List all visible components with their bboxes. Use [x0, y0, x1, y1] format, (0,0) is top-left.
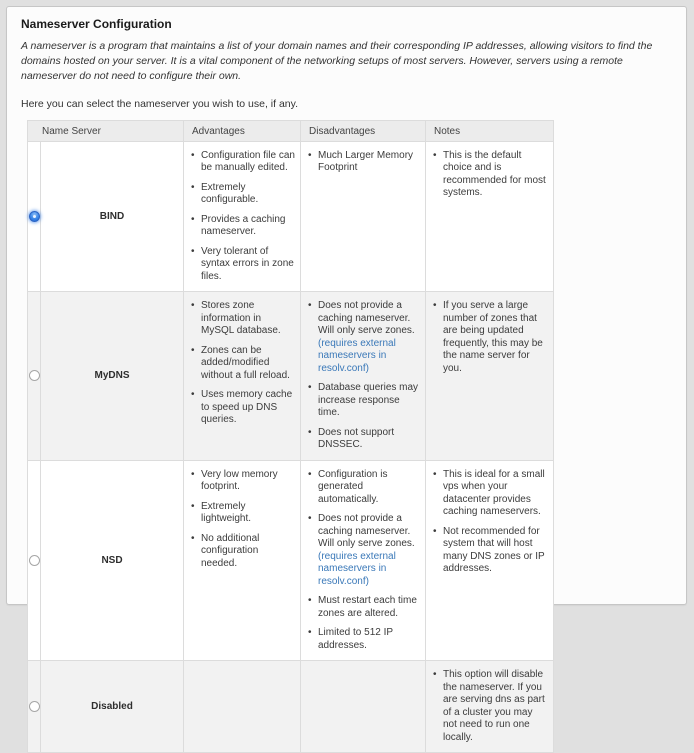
nsd-notes-cell: [426, 460, 554, 661]
mydns-disadvantages-cell: [301, 292, 426, 461]
column-header-name-server: Name Server: [28, 120, 184, 141]
table-header-row: [28, 120, 554, 141]
disadvantage-item: • Limited to 512 IP addresses.: [307, 627, 421, 652]
advantage-item: • Extremely lightweight.: [190, 501, 296, 526]
note-item: • This is ideal for a small vps when your datacenter provides caching nameservers.: [432, 469, 549, 519]
mydns-advantages-cell: [184, 292, 301, 461]
advantage-item: • Very tolerant of syntax errors in zone files.: [190, 246, 296, 284]
nsd-radio[interactable]: [29, 555, 40, 566]
disadvantage-item: • Does not support DNSSEC.: [307, 427, 421, 452]
advantage-item: • Stores zone information in MySQL database.: [190, 300, 296, 338]
radio-cell: [28, 141, 41, 292]
disabled-advantages-cell: [184, 661, 301, 753]
bind-radio[interactable]: [29, 211, 40, 222]
column-header-disadvantages: Disadvantages: [301, 120, 426, 141]
advantage-item: • Extremely configurable.: [190, 182, 296, 207]
nameserver-name-bind: BIND: [41, 141, 184, 292]
resolv-conf-link[interactable]: (requires external nameservers in resolv.conf): [318, 550, 396, 587]
disabled-radio[interactable]: [29, 701, 40, 712]
nameserver-name-mydns: MyDNS: [41, 292, 184, 461]
disadvantage-text: Does not provide a caching nameserver. Will only serve zones.: [318, 513, 415, 550]
advantage-item: • Zones can be added/modified without a full reload.: [190, 345, 296, 383]
column-header-advantages: Advantages: [184, 120, 301, 141]
mydns-radio[interactable]: [29, 370, 40, 381]
disadvantage-item: • Database queries may increase response time.: [307, 382, 421, 420]
note-item: • Not recommended for system that will host many DNS zones or IP addresses.: [432, 526, 549, 576]
advantage-item: • Uses memory cache to speed up DNS queries.: [190, 389, 296, 427]
disadvantage-item: • Much Larger Memory Footprint: [307, 150, 421, 175]
resolv-conf-link[interactable]: (requires external nameservers in resolv.conf): [318, 337, 396, 374]
disadvantage-item: • Configuration is generated automatically.: [307, 469, 421, 507]
page-instruction: Here you can select the nameserver you wish to use, if any.: [21, 97, 299, 110]
table-row-disabled: [28, 661, 554, 753]
radio-cell: [28, 460, 41, 661]
radio-cell: [28, 661, 41, 753]
nsd-advantages-cell: [184, 460, 301, 661]
nameserver-name-nsd: NSD: [41, 460, 184, 661]
disadvantage-item: [307, 300, 421, 375]
nameserver-configuration-panel: [6, 6, 687, 743]
advantage-item: • No additional configuration needed.: [190, 533, 296, 571]
table-row-bind: [28, 141, 554, 292]
nsd-disadvantages-cell: [301, 460, 426, 661]
bind-disadvantages-cell: [301, 141, 426, 292]
table-row-mydns: [28, 292, 554, 461]
nameserver-name-disabled: Disabled: [41, 661, 184, 753]
page-title: Nameserver Configuration: [21, 17, 172, 31]
table-row-nsd: [28, 460, 554, 661]
nameserver-table: [27, 120, 554, 753]
disadvantage-item: • Must restart each time zones are altered.: [307, 595, 421, 620]
disadvantage-text: Does not provide a caching nameserver. Will only serve zones.: [318, 300, 415, 337]
column-header-notes: Notes: [426, 120, 554, 141]
disadvantage-item: [307, 513, 421, 588]
note-item: • This option will disable the nameserver. If you are serving dns as part of a cluster you may not need to run one locally.: [432, 669, 549, 744]
mydns-notes-cell: [426, 292, 554, 461]
disabled-notes-cell: [426, 661, 554, 753]
advantage-item: • Configuration file can be manually edited.: [190, 150, 296, 175]
disabled-disadvantages-cell: [301, 661, 426, 753]
bind-advantages-cell: [184, 141, 301, 292]
advantage-item: • Provides a caching nameserver.: [190, 214, 296, 239]
advantage-item: • Very low memory footprint.: [190, 469, 296, 494]
note-item: • This is the default choice and is recommended for most systems.: [432, 150, 549, 200]
page-description: A nameserver is a program that maintains a list of your domain names and their corresponding IP addresses, allowing visitors to find the domains hosted on your server. It is a vital component of the networking setups of most servers. However, servers using a remote nameserver do not need to configure their own.: [21, 40, 653, 83]
bind-notes-cell: [426, 141, 554, 292]
radio-cell: [28, 292, 41, 461]
note-item: • If you serve a large number of zones that are being updated frequently, this may be the name server for you.: [432, 300, 549, 375]
